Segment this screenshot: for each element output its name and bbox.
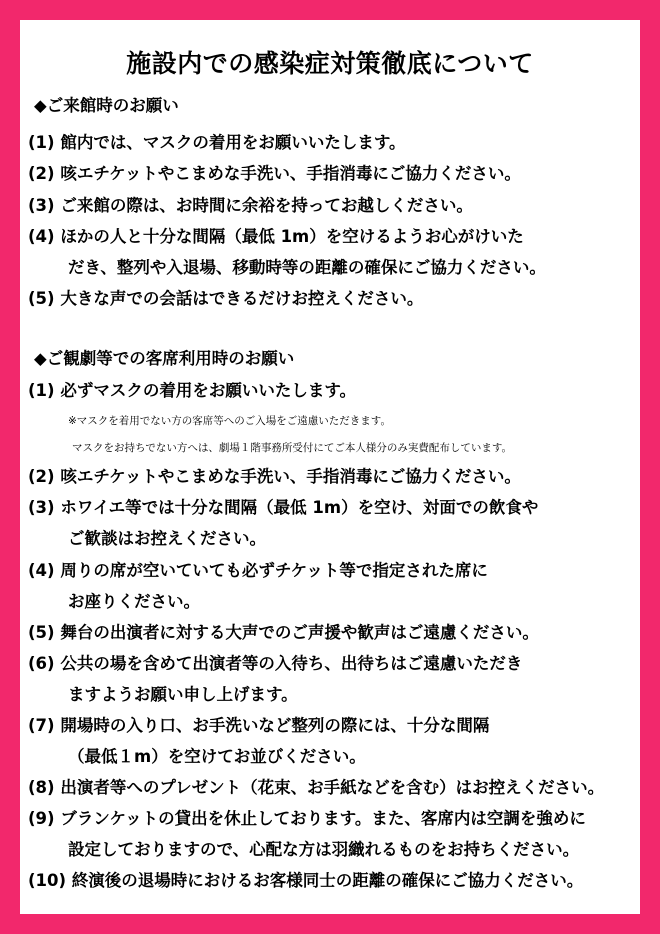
- item-number: (7): [28, 716, 55, 735]
- section2-item-3: [28, 500, 538, 517]
- item-number: (9): [28, 809, 55, 828]
- item-number: (2): [28, 164, 55, 183]
- section2-item-1: [28, 383, 356, 400]
- section2-item-6-continuation: ますようお願い申し上げます。: [68, 685, 298, 704]
- section2-item-7: [28, 718, 489, 735]
- section2-item-5: [28, 625, 539, 642]
- item-text: 公共の場を含めて出演者等の入待ち、出待ちはご遠慮いただき: [60, 654, 523, 673]
- item-text: 出演者等へのプレゼント（花束、お手紙などを含む）はお控えください。: [60, 778, 605, 797]
- item-text: 館内では、マスクの着用をお願いいたします。: [60, 133, 406, 152]
- item-text: 咳エチケットやこまめな手洗い、手指消毒にご協力ください。: [60, 164, 521, 183]
- item-number: (6): [28, 654, 55, 673]
- item-text: 開場時の入り口、お手洗いなど整列の際には、十分な間隔: [60, 716, 490, 735]
- item-number: (5): [28, 623, 55, 642]
- item-number: (10): [28, 871, 67, 890]
- item-number: (2): [28, 467, 55, 486]
- item-text: 周りの席が空いていても必ずチケット等で指定された席に: [60, 561, 488, 580]
- item-number: (8): [28, 778, 55, 797]
- item-number: (3): [28, 196, 55, 215]
- page-title: 施設内での感染症対策徹底について: [126, 49, 534, 78]
- item-number: (1): [28, 381, 55, 400]
- item-number: (3): [28, 498, 55, 517]
- item-number: (5): [28, 289, 55, 308]
- section1-item-4-continuation: だき、整列や入退場、移動時等の距離の確保にご協力ください。: [68, 258, 546, 277]
- section2-item-1-note-1: ※マスクを着用でない方の客席等へのご入場をご遠慮いただきます。: [68, 415, 391, 427]
- item-text: ほかの人と十分な間隔（最低 1m）を空けるようお心がけいた: [60, 227, 524, 246]
- section1-item-4: [28, 229, 524, 246]
- section2-item-1-note-2: マスクをお持ちでない方へは、劇場１階事務所受付にてご本人様分のみ実費配布しています。: [72, 442, 513, 454]
- section2-item-9-continuation: 設定しておりますので、心配な方は羽織れるものをお持ちください。: [68, 840, 580, 859]
- item-number: (4): [28, 227, 55, 246]
- item-number: (1): [28, 133, 55, 152]
- item-text: 舞台の出演者に対する大声でのご声援や歓声はご遠慮ください。: [60, 623, 539, 642]
- item-number: (4): [28, 561, 55, 580]
- section1-item-5: [28, 291, 423, 308]
- section1-heading: ◆ご来館時のお願い: [34, 96, 179, 115]
- section2-item-7-continuation: （最低１m）を空けてお並びください。: [68, 747, 366, 766]
- section2-item-3-continuation: ご歓談はお控えください。: [68, 529, 266, 548]
- section2-item-10: [28, 873, 583, 890]
- item-text: 必ずマスクの着用をお願いいたします。: [60, 381, 357, 400]
- section2-item-4-continuation: お座りください。: [68, 592, 200, 611]
- item-text: 咳エチケットやこまめな手洗い、手指消毒にご協力ください。: [60, 467, 521, 486]
- section2-item-2: [28, 469, 521, 486]
- item-text: ホワイエ等では十分な間隔（最低 1m）を空け、対面での飲食や: [60, 498, 539, 517]
- section2-item-8: [28, 780, 604, 797]
- item-text: 大きな声での会話はできるだけお控えください。: [60, 289, 424, 308]
- section2-item-4: [28, 563, 488, 580]
- section2-item-9: [28, 811, 586, 828]
- item-text: 終演後の退場時におけるお客様同士の距離の確保にご協力ください。: [71, 871, 584, 890]
- section1-item-3: [28, 198, 473, 215]
- item-text: ご来館の際は、お時間に余裕を持ってお越しください。: [60, 196, 473, 215]
- section1-item-1: [28, 135, 406, 152]
- section2-heading: ◆ご観劇等での客席利用時のお願い: [34, 349, 295, 368]
- section2-item-6: [28, 656, 522, 673]
- section1-item-2: [28, 166, 521, 183]
- item-text: ブランケットの貸出を休止しております。また、客席内は空調を強めに: [60, 809, 586, 828]
